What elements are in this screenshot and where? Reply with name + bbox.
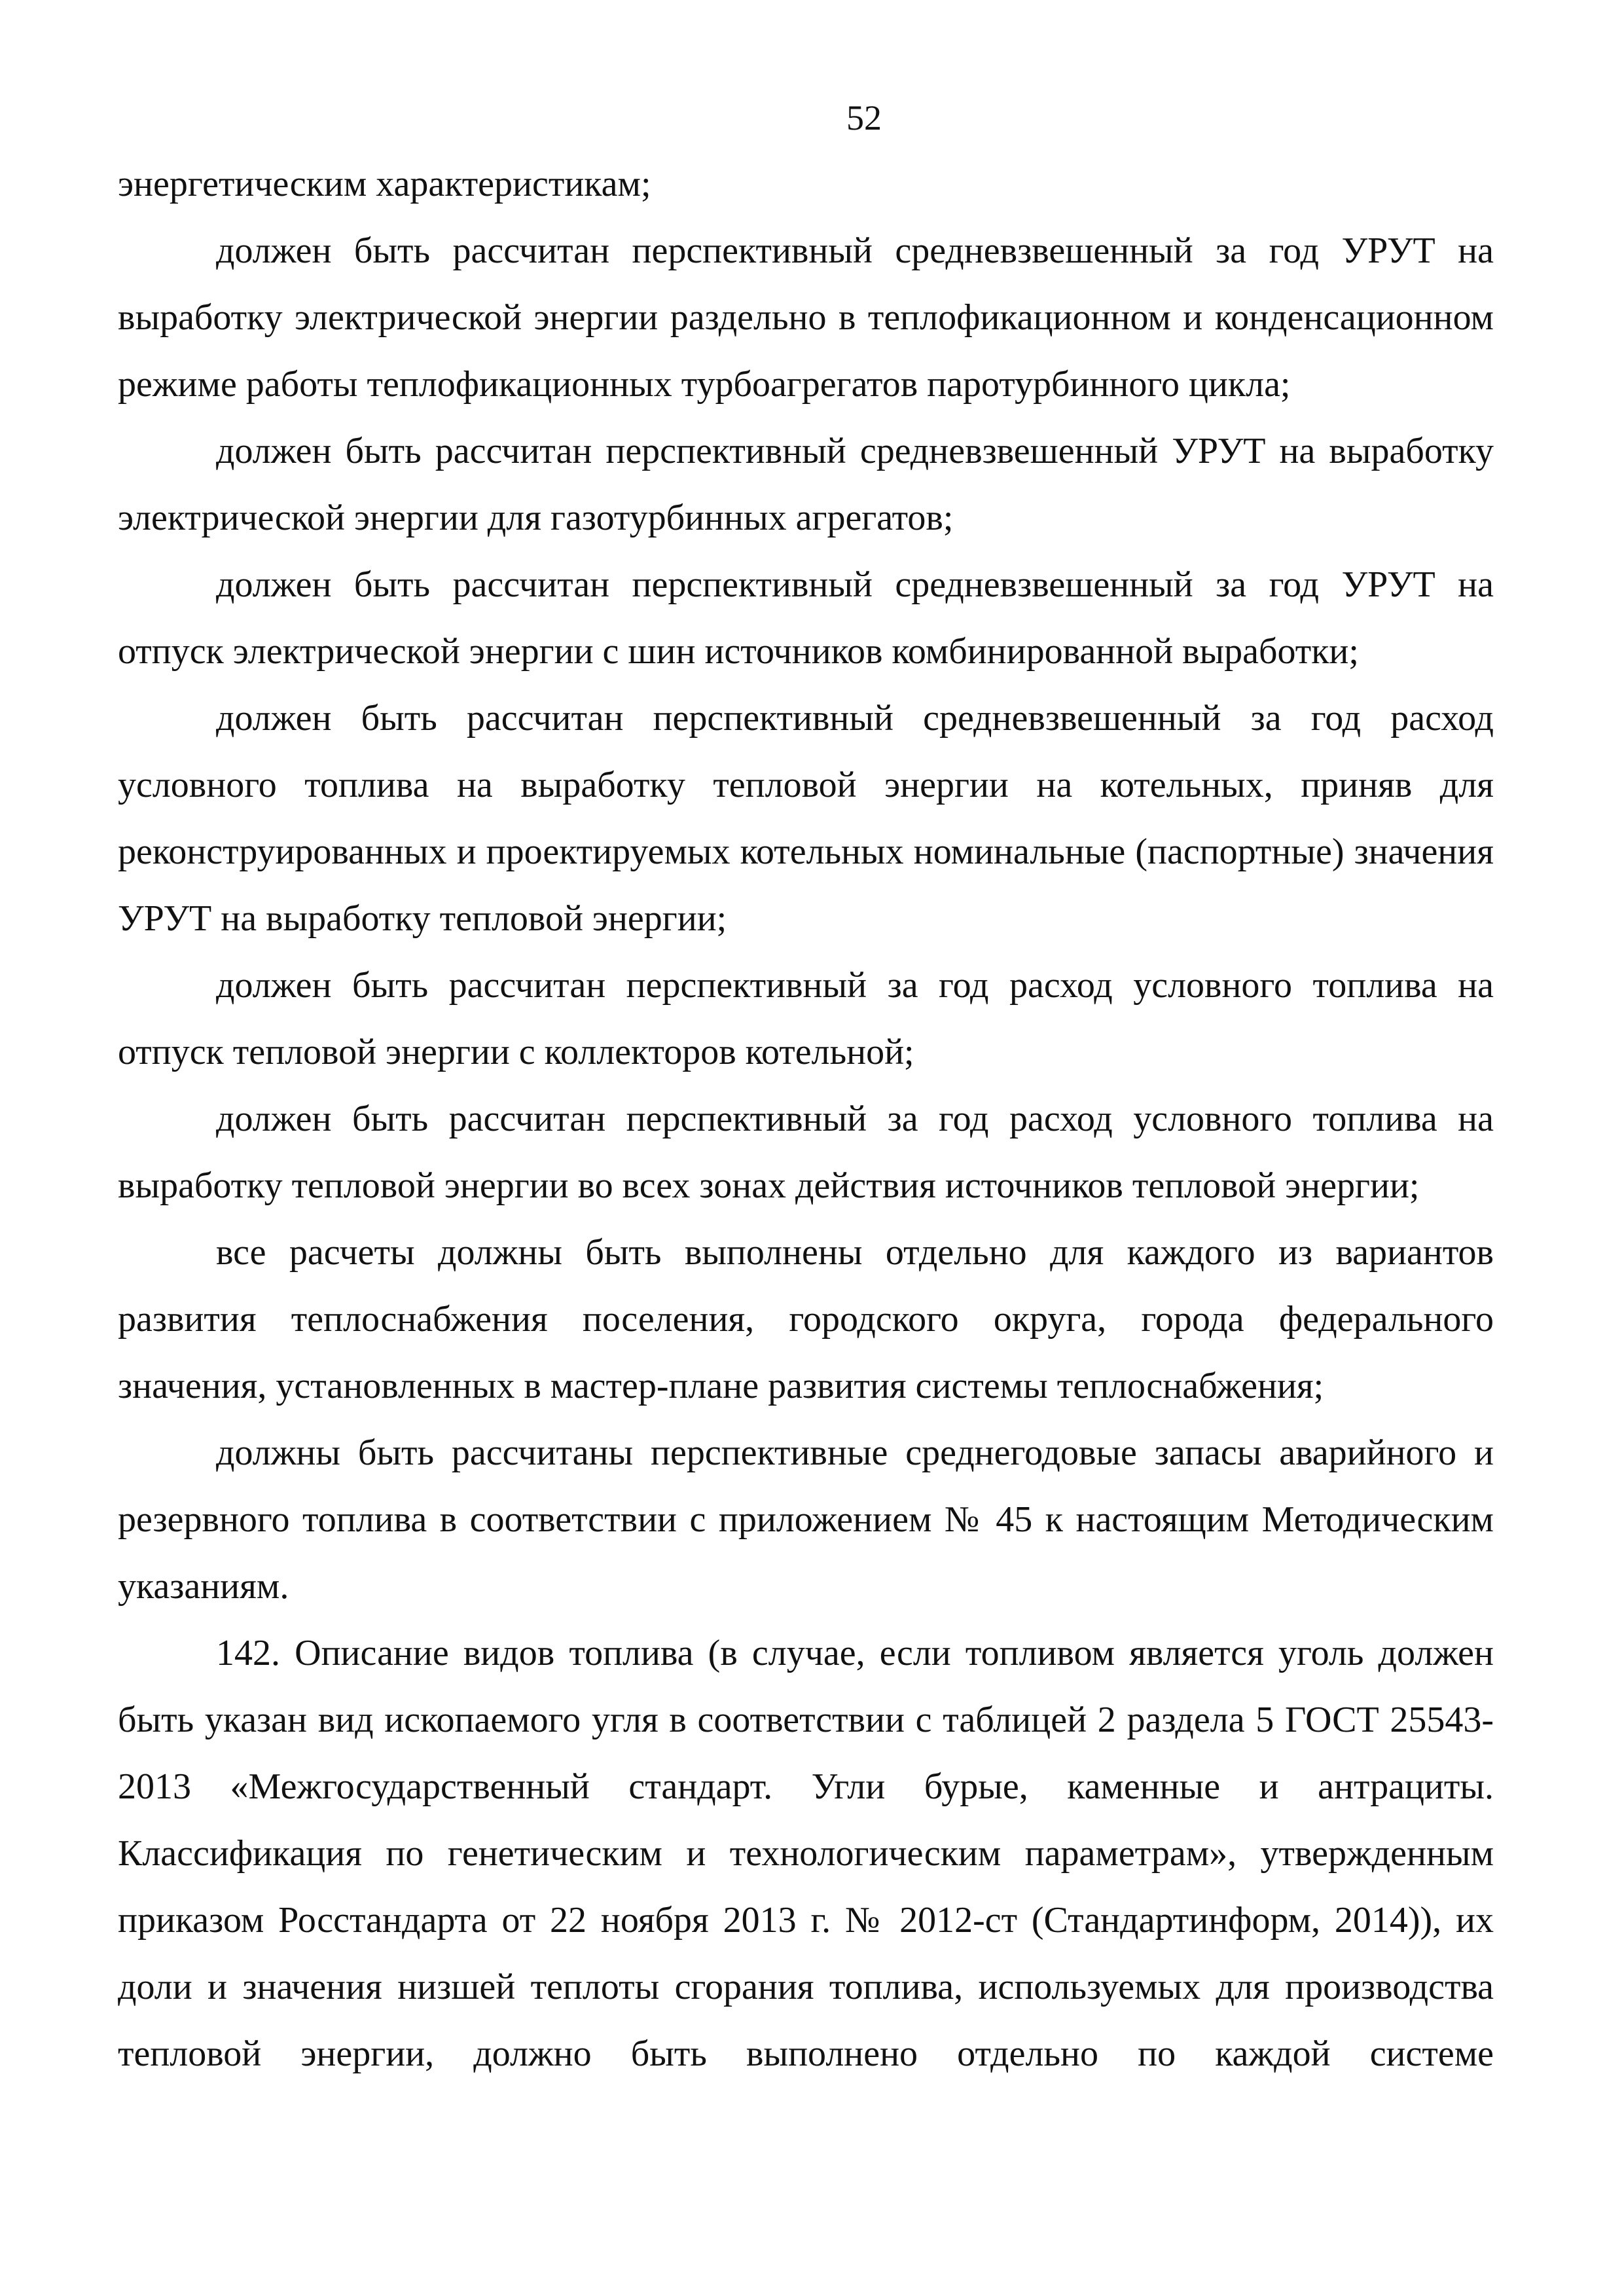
- paragraph-fuel-heat-zones: должен быть рассчитан перспективный за год расход условного топлива на выработку тепловой энергии во всех зонах действия источников тепловой энергии;: [118, 1099, 1494, 1206]
- paragraph-urut-electricity-supply: должен быть рассчитан перспективный средневзвешенный за год УРУТ на отпуск электрической энергии с шин источников комбинированной выработки;: [118, 564, 1494, 672]
- paragraph-fuel-reserves: должны быть рассчитаны перспективные среднегодовые запасы аварийного и резервного топлива в соответствии с приложением № 45 к настоящим Методическим указаниям.: [118, 1432, 1494, 1607]
- paragraph-urut-electricity-modes: должен быть рассчитан перспективный средневзвешенный за год УРУТ на выработку электрической энергии раздельно в теплофикационном и конденсационном режиме работы теплофикационных турбоагрегатов паротурбинного цикла;: [118, 230, 1494, 405]
- paragraph-fuel-boiler-houses: должен быть рассчитан перспективный средневзвешенный за год расход условного топлива на выработку тепловой энергии на котельных, приняв для реконструированных и проектируемых котельных номинальные (паспортные) значения УРУТ на выработку тепловой энергии;: [118, 698, 1494, 939]
- document-body: [118, 151, 1494, 2087]
- paragraph-urut-gas-turbine: должен быть рассчитан перспективный средневзвешенный УРУТ на выработку электрической энергии для газотурбинных агрегатов;: [118, 431, 1494, 538]
- paragraph-continuation: энергетическим характеристикам;: [118, 164, 651, 204]
- paragraph-142-fuel-types: 142. Описание видов топлива (в случае, если топливом является уголь должен быть указан вид ископаемого угля в соответствии с таблицей 2 раздела 5 ГОСТ 25543-2013 «Межгосударственный стандарт. Угли бурые, каменные и антрациты. Классификация по генетическим и технологическим параметрам», утвержденным приказом Росстандарта от 22 ноября 2013 г. № 2012-ст (Стандартинформ, 2014)), их доли и значения низшей теплоты сгорания топлива, используемых для производства тепловой энергии, должно быть выполнено отдельно по каждой системе: [118, 1633, 1494, 2074]
- paragraph-calculation-variants: все расчеты должны быть выполнены отдельно для каждого из вариантов развития теплоснабжения поселения, городского округа, города федерального значения, установленных в мастер-плане развития системы теплоснабжения;: [118, 1232, 1494, 1406]
- paragraph-fuel-boiler-collectors: должен быть рассчитан перспективный за год расход условного топлива на отпуск тепловой энергии с коллекторов котельной;: [118, 965, 1494, 1072]
- page-number: 52: [846, 98, 882, 137]
